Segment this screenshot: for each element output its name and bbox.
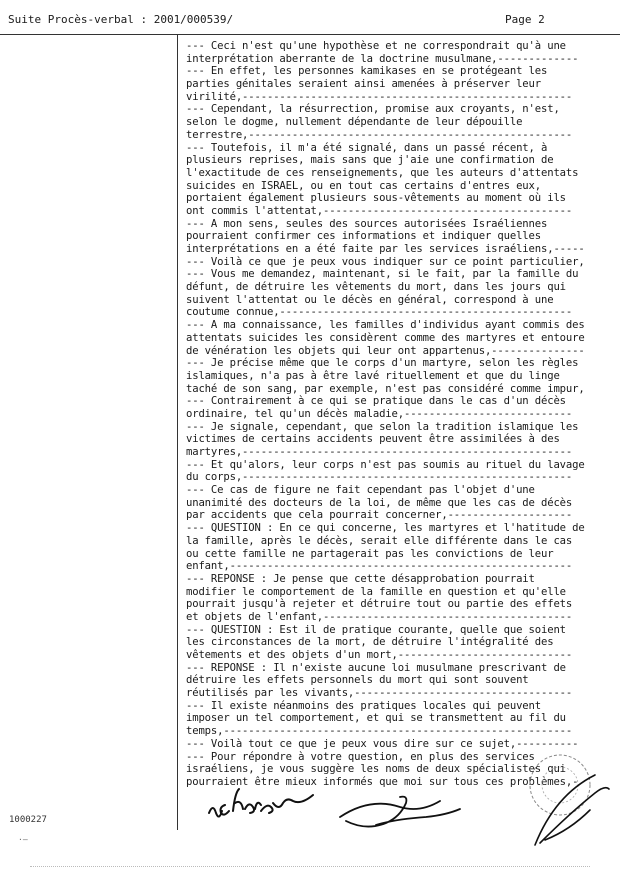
text-line: --- A ma connaissance, les familles d'individus ayant commis des <box>186 319 585 332</box>
text-line: islamiques, n'a pas à être lavé rituellement et que du linge <box>186 369 560 382</box>
text-line: pourraient confirmer ces informations et indiquer quelles <box>186 230 541 243</box>
text-line: --- Ceci n'est qu'une hypothèse et ne correspondrait qu'à une <box>186 40 566 52</box>
page-number: Page 2 <box>505 13 545 26</box>
text-line: --- Je signale, cependant, que selon la tradition islamique les <box>186 420 579 433</box>
text-line: terrestre,---------------------------------------------------- <box>186 128 573 141</box>
text-line: défunt, de détruire les vêtements du mort, dans les jours qui <box>186 281 566 294</box>
text-line: victimes de certains accidents peuvent être assimilées à des <box>186 433 560 446</box>
text-line: la famille, après le décès, serait elle différente dans le cas <box>186 534 573 547</box>
text-line: --- Vous me demandez, maintenant, si le fait, par la famille du <box>186 268 579 281</box>
text-line: détruire les effets personnels du mort qui sont souvent <box>186 674 529 687</box>
text-line: l'exactitude de ces renseignements, que les auteurs d'attentats <box>186 166 579 179</box>
text-line: imposer un tel comportement, et qui se transmettent au fil du <box>186 712 566 725</box>
text-line: --- Cependant, la résurrection, promise aux croyants, n'est, <box>186 103 560 116</box>
text-line: --- Je précise même que le corps d'un martyre, selon les règles <box>186 357 579 370</box>
text-line: --- Toutefois, il m'a été signalé, dans un passé récent, à <box>186 141 548 154</box>
text-line: interprétation aberrante de la doctrine musulmane,------------- <box>186 52 579 65</box>
text-line: plusieurs reprises, mais sans que j'aie une confirmation de <box>186 154 554 167</box>
text-line: --- A mon sens, seules des sources autorisées Israéliennes <box>186 217 548 230</box>
text-line: suicides en ISRAEL, ou en tout cas certains d'entres eux, <box>186 179 541 192</box>
text-line: attentats suicides les considèrent comme des martyres et entoure <box>186 331 585 344</box>
text-line: et objets de l'enfant,---------------------------------------- <box>186 610 573 623</box>
text-line: martyres,----------------------------------------------------- <box>186 446 573 458</box>
text-line: --- Pour répondre à votre question, en plus des services <box>186 750 535 763</box>
text-line: selon le dogme, nullement dépendante de leur dépouille <box>186 116 523 129</box>
text-line: coutume connue,----------------------------------------------- <box>186 306 573 319</box>
transcript-body <box>186 40 616 789</box>
text-line: ont commis l'attentat,---------------------------------------- <box>186 204 573 217</box>
text-line: par accidents que cela pourrait concerner,-------------------- <box>186 509 573 522</box>
text-line: suivent l'attentat ou le décès en général, correspond à une <box>186 293 554 306</box>
text-line: interprétations en a été faite par les services israéliens,----- <box>186 243 585 255</box>
margin-mark: ·– <box>18 835 28 844</box>
text-line: portaient également plusieurs sous-vêtements au moment où ils <box>186 192 566 205</box>
text-line: parties génitales seraient ainsi amenées à préserver leur <box>186 78 541 91</box>
text-line: --- En effet, les personnes kamikases en se protégeant les <box>186 65 548 78</box>
text-line: ou cette famille ne partagerait pas les convictions de leur <box>186 547 554 560</box>
text-line: --- Ce cas de figure ne fait cependant pas l'objet d'une <box>186 484 535 497</box>
text-line: --- QUESTION : Est il de pratique courante, quelle que soient <box>186 623 566 636</box>
text-line: virilité,----------------------------------------------------- <box>186 90 573 103</box>
text-line: taché de son sang, par exemple, n'est pas considéré comme impur, <box>186 382 585 395</box>
text-line: --- Contrairement à ce qui se pratique dans le cas d'un décès <box>186 395 566 408</box>
document-number: 1000227 <box>9 815 47 825</box>
signature-left <box>205 775 325 825</box>
text-line: --- Voilà tout ce que je peux vous dire sur ce sujet,---------- <box>186 737 579 750</box>
text-line: --- Il existe néanmoins des pratiques locales qui peuvent <box>186 699 541 712</box>
footer-line <box>30 866 590 869</box>
text-line: modifier le comportement de la famille en question et qu'elle <box>186 585 566 598</box>
official-stamp <box>515 745 615 855</box>
text-line: réutilisés par les vivants,----------------------------------- <box>186 687 573 700</box>
text-line: ordinaire, tel qu'un décès maladie,--------------------------- <box>186 407 573 420</box>
text-line: enfant,------------------------------------------------------- <box>186 560 573 573</box>
text-line: israéliens, je vous suggère les noms de deux spécialistes qui <box>186 763 566 776</box>
signature-middle <box>336 785 466 835</box>
header-title: Suite Procès-verbal : 2001/000539/ <box>8 13 234 26</box>
text-line: --- REPONSE : Je pense que cette désapprobation pourrait <box>186 572 535 585</box>
text-line: --- REPONSE : Il n'existe aucune loi musulmane prescrivant de <box>186 661 566 674</box>
text-line: de vénération les objets qui leur ont appartenus,--------------- <box>186 344 585 357</box>
header-rule <box>0 34 620 35</box>
text-line: pourraient être mieux informés que moi sur tous ces problèmes,- <box>186 775 579 788</box>
text-line: --- QUESTION : En ce qui concerne, les martyres et l'hatitude de <box>186 522 585 535</box>
text-line: vêtements et des objets d'un mort,---------------------------- <box>186 649 573 661</box>
margin-rule <box>177 34 178 830</box>
text-line: les circonstances de la mort, de détruire l'intégralité des <box>186 636 554 649</box>
text-line: unanimité des docteurs de la loi, de même que les cas de décès <box>186 496 573 509</box>
text-line: pourrait jusqu'à rejeter et détruire tout ou partie des effets <box>186 598 573 611</box>
text-line: --- Voilà ce que je peux vous indiquer sur ce point particulier, <box>186 255 585 268</box>
text-line: temps,-------------------------------------------------------- <box>186 725 573 738</box>
text-line: --- Et qu'alors, leur corps n'est pas soumis au rituel du lavage <box>186 458 585 471</box>
text-line: du corps,----------------------------------------------------- <box>186 471 573 484</box>
